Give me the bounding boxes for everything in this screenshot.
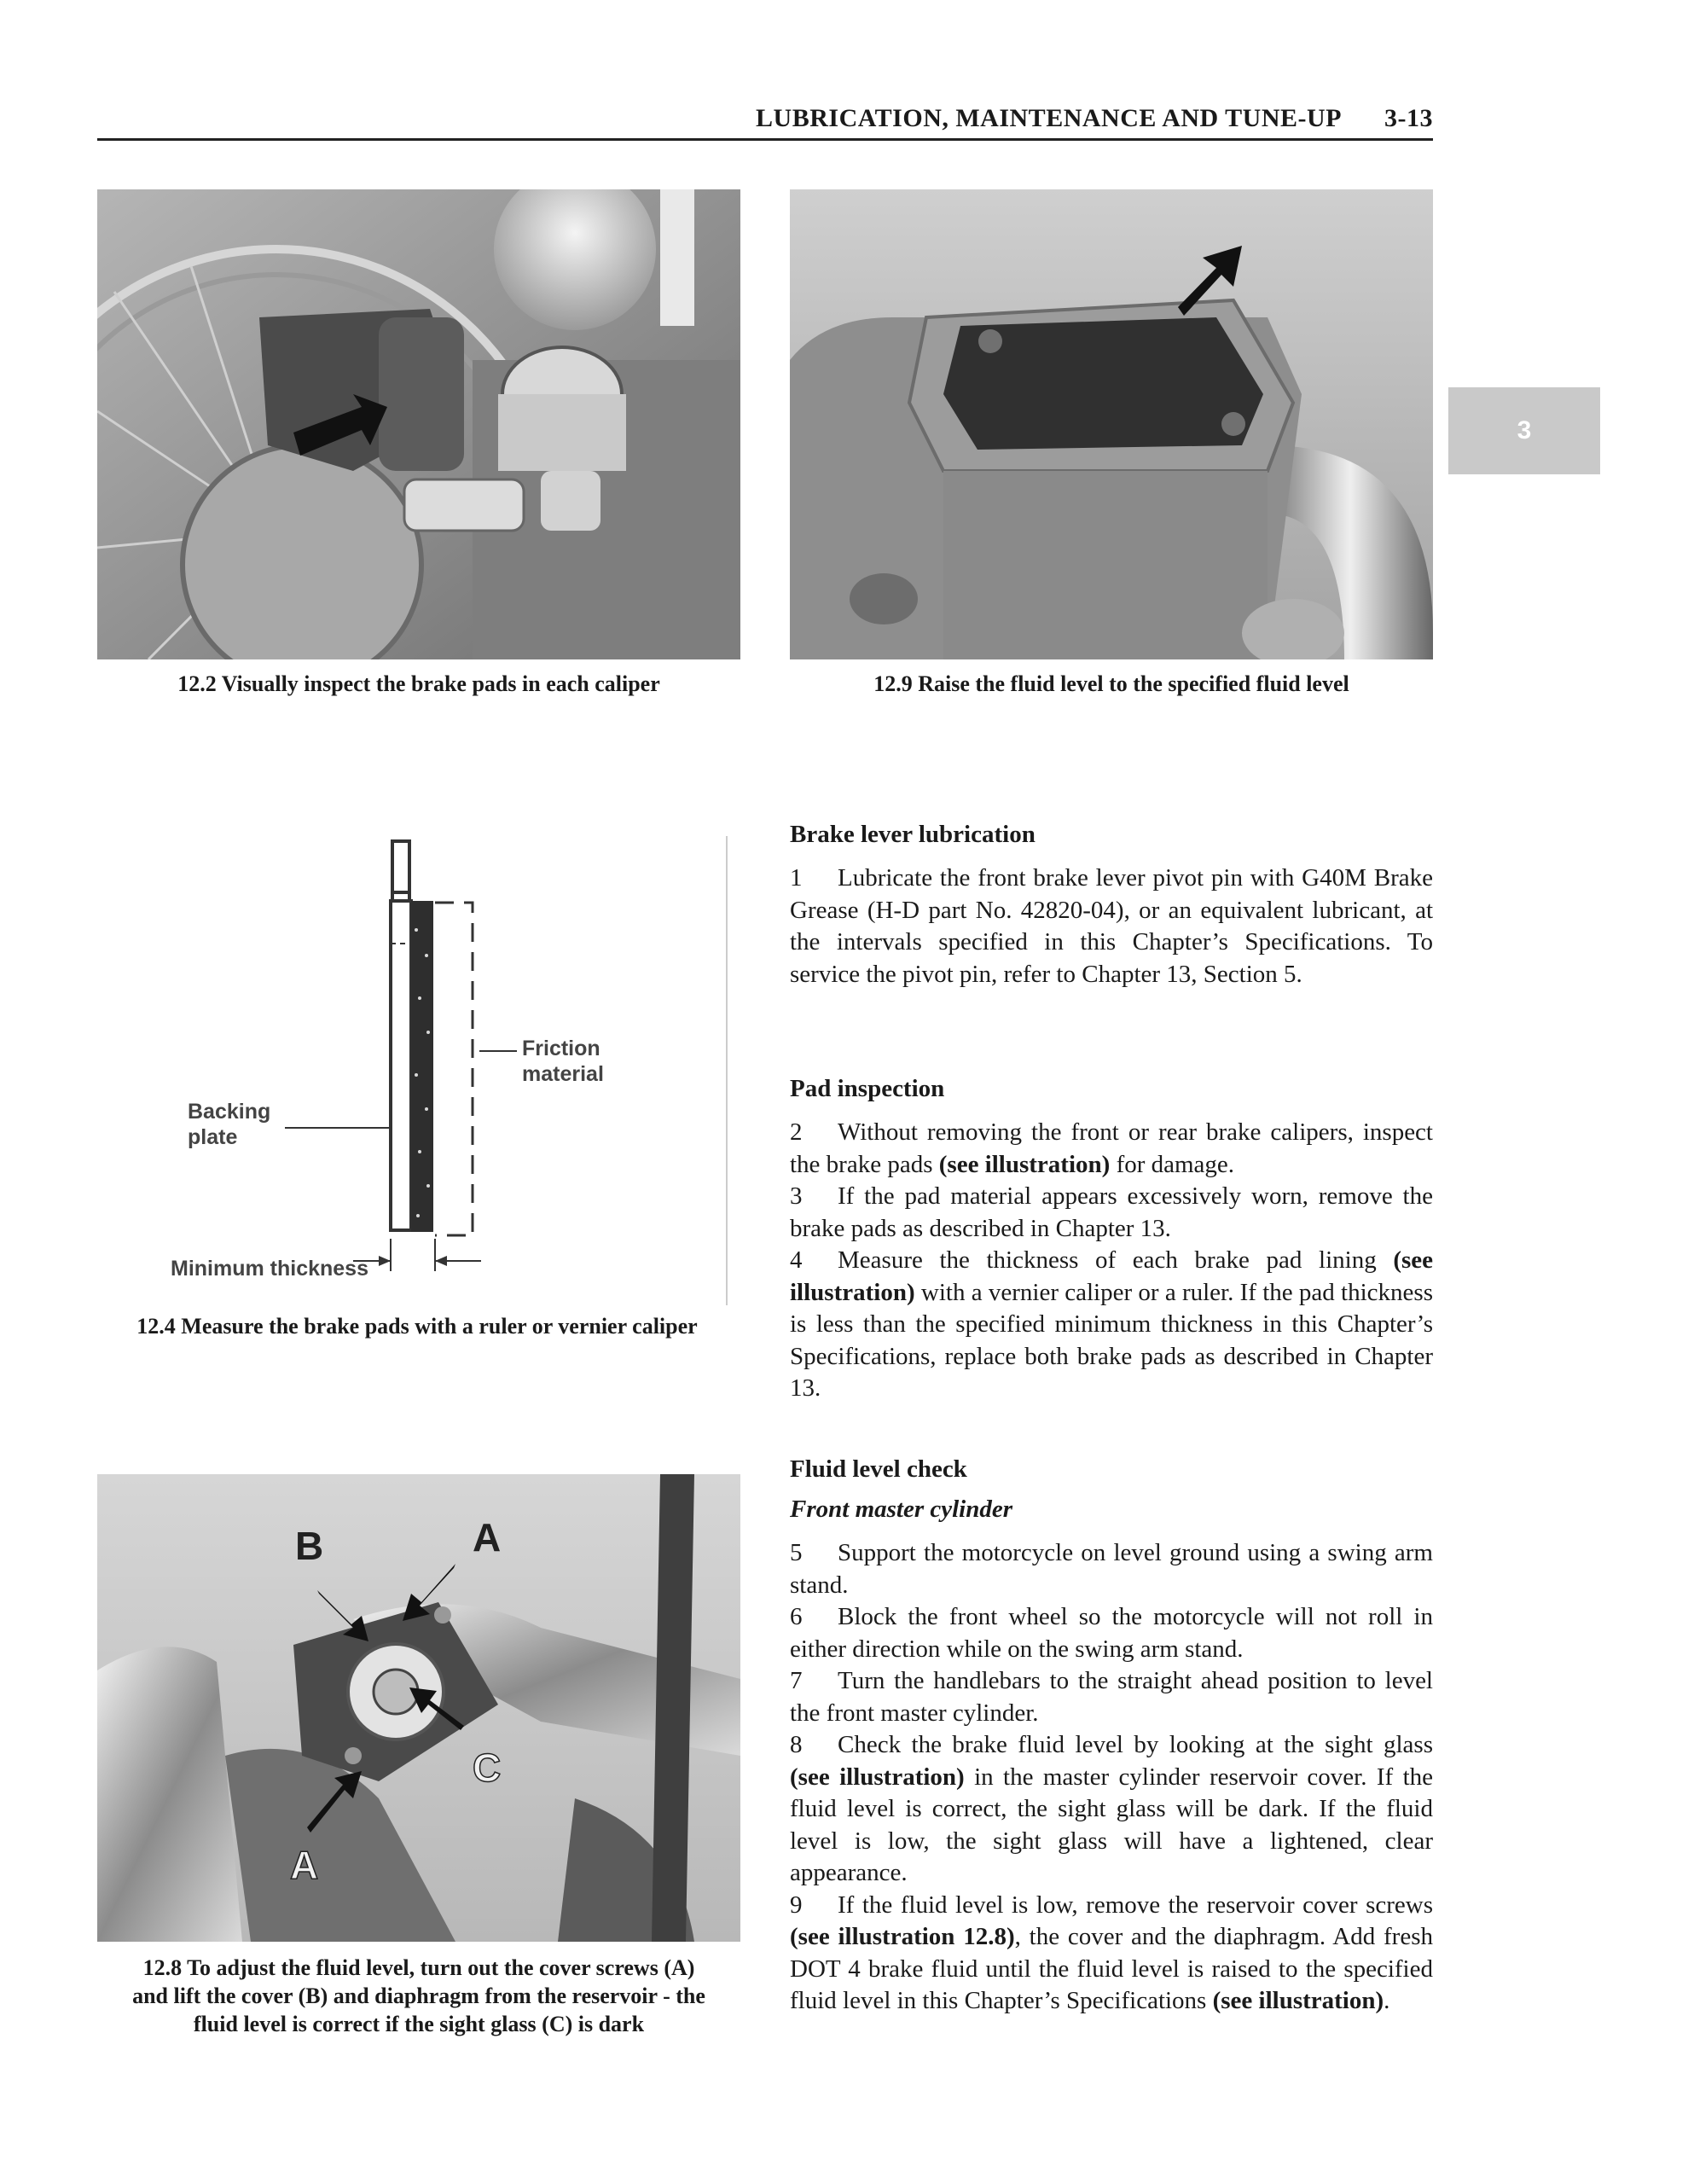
paragraph-text: If the fluid level is low, remove the reservoir cover screws — [838, 1891, 1433, 1919]
caption-12-8-line3: fluid level is correct if the sight glass (C) is dark — [193, 2012, 645, 2036]
label-friction-line2: material — [522, 1062, 604, 1086]
label-minimum-thickness: Minimum thickness — [171, 1257, 368, 1281]
subheading-front-master-cylinder: Front master cylinder — [790, 1496, 1013, 1523]
heading-brake-lever: Brake lever lubrication — [790, 821, 1036, 848]
paragraph-7 — [790, 1665, 1433, 1729]
page-number: 3-13 — [1384, 104, 1433, 132]
paragraph-3 — [790, 1181, 1433, 1245]
paragraph-number: 6 — [790, 1603, 803, 1630]
caption-12-2: 12.2 Visually inspect the brake pads in each caliper — [177, 671, 660, 696]
section-fluid-level — [790, 1454, 1433, 2018]
brake-pad-diagram — [97, 828, 737, 1305]
illustration-ref: (see illustration) — [790, 1763, 965, 1791]
paragraph-text: Turn the handlebars to the straight ahead position to level the front master cylinder. — [790, 1667, 1433, 1727]
paragraph-number: 1 — [790, 864, 803, 892]
reservoir-cover-image — [97, 1474, 740, 1942]
chapter-tab — [1448, 387, 1600, 474]
caption-12-8 — [92, 1954, 745, 2038]
label-backing-plate — [188, 1099, 270, 1150]
paragraph-5 — [790, 1537, 1433, 1601]
caption-12-8-line1: 12.8 To adjust the fluid level, turn out the cover screws (A) — [142, 1955, 695, 1980]
photo-reservoir-cover — [97, 1474, 740, 1942]
label-backing-line2: plate — [188, 1125, 238, 1149]
label-friction-material — [522, 1036, 604, 1087]
paragraph-number: 5 — [790, 1539, 803, 1566]
paragraph-text: with a vernier caliper or a ruler. If the pad thickness is less than the specified minimum thickness in this Chapter’s Specifications, replace both brake pads as described in Chapter 13. — [790, 1278, 1433, 1402]
paragraph-text: , the cover and the diaphragm. Add fresh DOT 4 brake fluid until the fluid level is raised to the specified fluid level in this Chapter’s Specifications — [790, 1923, 1433, 2014]
caption-12-9: 12.9 Raise the fluid level to the specified fluid level — [873, 671, 1349, 696]
paragraph-4 — [790, 1245, 1433, 1405]
letter-b: B — [295, 1524, 324, 1568]
brake-caliper-image — [97, 189, 740, 659]
paragraph-text: Without removing the front or rear brake calipers, inspect the brake pads — [790, 1118, 1433, 1178]
paragraph-number: 9 — [790, 1891, 803, 1919]
paragraph-text: in the master cylinder reservoir cover. If the fluid level is correct, the sight glass will be dark. If the fluid level is low, the sight glass will have a lightened, clear appearance. — [790, 1763, 1433, 1886]
chapter-title: LUBRICATION, MAINTENANCE AND TUNE-UP — [756, 104, 1342, 132]
section-brake-lever — [790, 819, 1433, 990]
reservoir-image — [790, 189, 1433, 659]
paragraph-text: Lubricate the front brake lever pivot pin with G40M Brake Grease (H-D part No. 42820-04), or an equivalent lubricant, at the intervals specified in this Chapter’s Specifications. To service the pivot pin, refer to Chapter 13, Section 5. — [790, 864, 1433, 988]
illustration-ref: (see illustration) — [1212, 1987, 1384, 2014]
paragraph-text: . — [1384, 1987, 1390, 2014]
heading-fluid-level: Fluid level check — [790, 1455, 967, 1483]
paragraph-text: Block the front wheel so the motorcycle will not roll in either direction while on the swing arm stand. — [790, 1603, 1433, 1663]
caption-12-8-line2: and lift the cover (B) and diaphragm from the reservoir - the — [132, 1984, 705, 2008]
paragraph-6 — [790, 1601, 1433, 1665]
letter-c: C — [473, 1745, 502, 1790]
page-header — [97, 101, 1433, 141]
paragraph-number: 7 — [790, 1667, 803, 1694]
running-head — [756, 104, 1433, 133]
paragraph-1 — [790, 863, 1433, 990]
label-friction-line1: Friction — [522, 1037, 600, 1060]
illustration-ref: (see illustration 12.8) — [790, 1923, 1015, 1950]
photo-reservoir-open — [790, 189, 1433, 659]
letter-a-top: A — [473, 1515, 502, 1560]
paragraph-text: Check the brake fluid level by looking at the sight glass — [838, 1731, 1433, 1758]
paragraph-number: 4 — [790, 1246, 803, 1274]
paragraph-8 — [790, 1729, 1433, 1890]
paragraph-text: for damage. — [1110, 1150, 1235, 1178]
paragraph-number: 2 — [790, 1118, 803, 1146]
paragraph-text: Measure the thickness of each brake pad lining — [838, 1246, 1394, 1274]
illustration-ref: (see illustration) — [790, 1246, 1433, 1306]
section-pad-inspection — [790, 1073, 1433, 1405]
illustration-ref: (see illustration) — [938, 1150, 1111, 1178]
paragraph-number: 8 — [790, 1731, 803, 1758]
label-backing-line1: Backing — [188, 1100, 271, 1124]
photo-brake-caliper — [97, 189, 740, 659]
paragraph-text: If the pad material appears excessively worn, remove the brake pads as described in Chapter 13. — [790, 1182, 1433, 1242]
chapter-tab-label: 3 — [1517, 416, 1532, 444]
heading-pad-inspection: Pad inspection — [790, 1075, 945, 1102]
paragraph-number: 3 — [790, 1182, 803, 1210]
letter-a-bottom: A — [290, 1843, 319, 1887]
caption-12-4: 12.4 Measure the brake pads with a ruler or vernier caliper — [136, 1314, 698, 1339]
paragraph-2 — [790, 1117, 1433, 1181]
brake-pad-drawing — [97, 828, 737, 1305]
paragraph-text: Support the motorcycle on level ground using a swing arm stand. — [790, 1539, 1433, 1599]
paragraph-9 — [790, 1890, 1433, 2018]
